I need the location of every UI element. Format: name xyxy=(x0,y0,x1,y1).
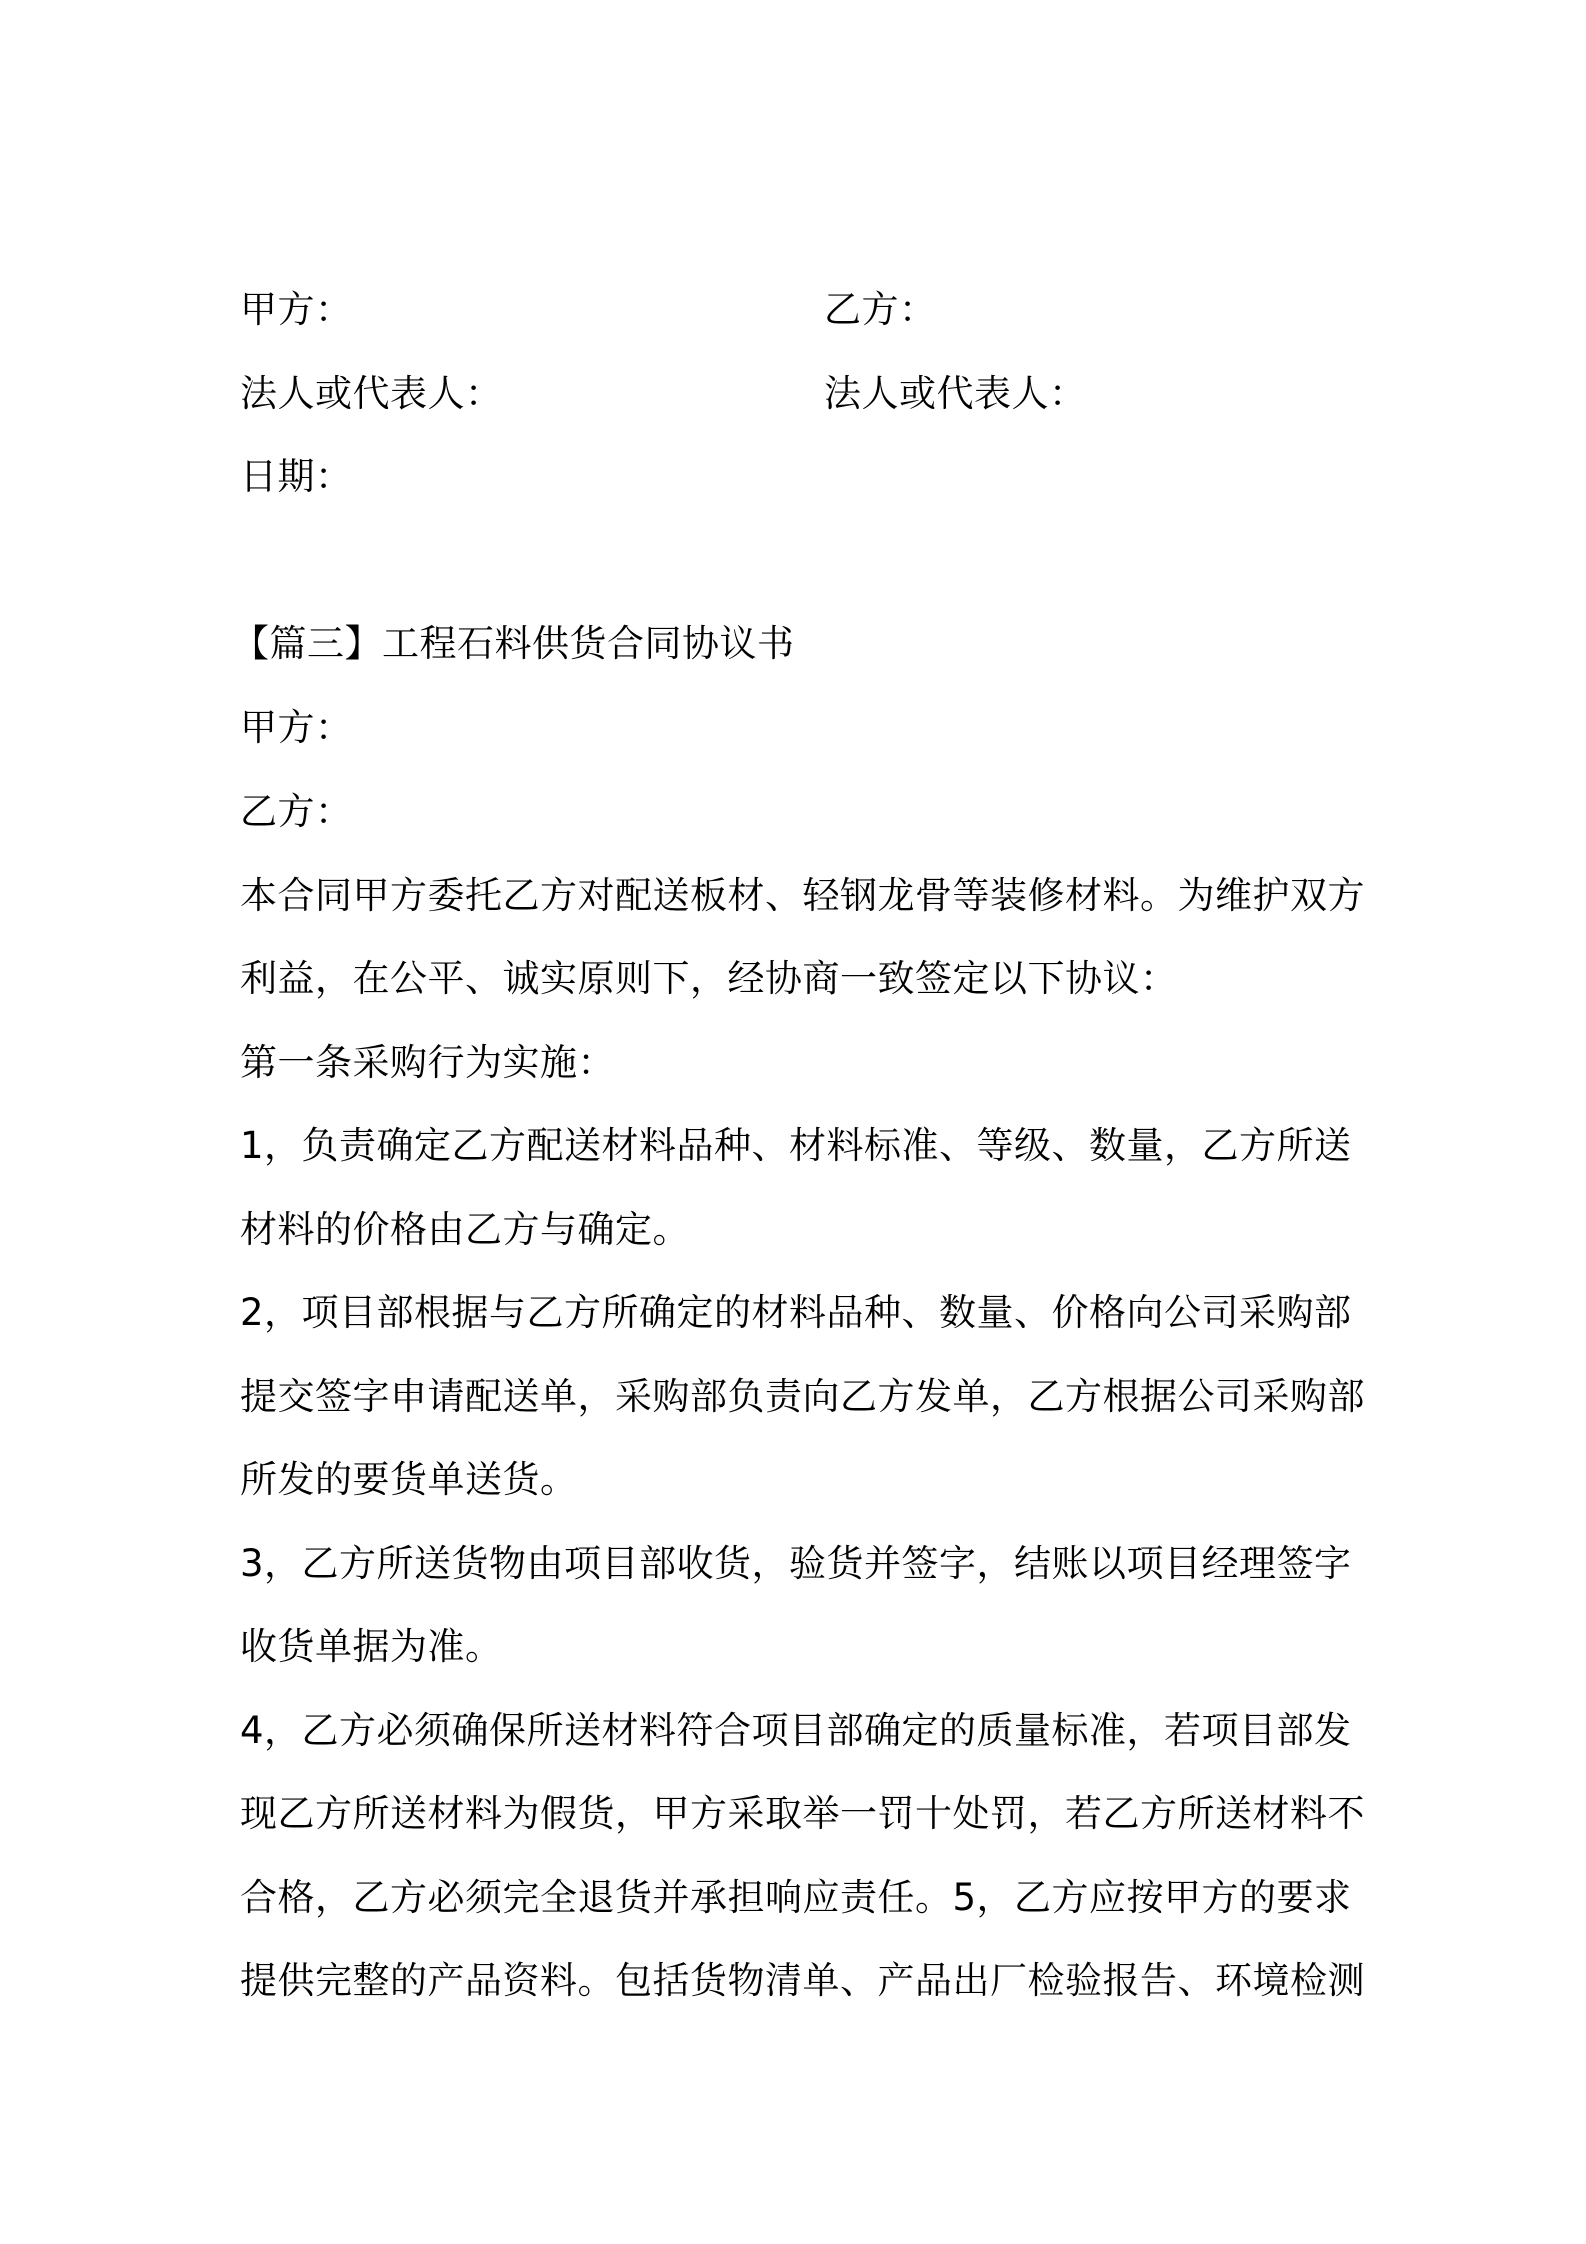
contract-line: 提供完整的产品资料。包括货物清单、产品出厂检验报告、环境检测 xyxy=(240,1959,1365,2002)
signature-party-b-label: 乙方： xyxy=(824,288,937,331)
contract-line: 1，负责确定乙方配送材料品种、材料标准、等级、数量，乙方所送 xyxy=(240,1124,1352,1167)
contract-line: 收货单据为准。 xyxy=(240,1625,503,1668)
contract-line: 2，项目部根据与乙方所确定的材料品种、数量、价格向公司采购部 xyxy=(240,1291,1352,1334)
contract-line: 提交签字申请配送单，采购部负责向乙方发单，乙方根据公司采购部 xyxy=(240,1375,1365,1418)
contract-line: 4，乙方必须确保所送材料符合项目部确定的质量标准，若项目部发 xyxy=(240,1709,1352,1752)
contract-line: 本合同甲方委托乙方对配送板材、轻钢龙骨等装修材料。为维护双方 xyxy=(240,874,1365,917)
contract-party-b: 乙方： xyxy=(240,790,353,833)
contract-line: 合格，乙方必须完全退货并承担响应责任。5，乙方应按甲方的要求 xyxy=(240,1876,1352,1919)
contract-line: 第一条采购行为实施： xyxy=(240,1041,615,1084)
signature-rep-a-label: 法人或代表人： xyxy=(240,372,503,415)
contract-title: 【篇三】工程石料供货合同协议书 xyxy=(232,622,795,665)
contract-line: 材料的价格由乙方与确定。 xyxy=(240,1208,690,1251)
contract-party-a: 甲方： xyxy=(240,706,353,749)
contract-line: 所发的要货单送货。 xyxy=(240,1458,578,1501)
signature-date-label: 日期： xyxy=(240,455,353,498)
contract-line: 利益，在公平、诚实原则下，经协商一致签定以下协议： xyxy=(240,957,1178,1000)
contract-line: 3，乙方所送货物由项目部收货，验货并签字，结账以项目经理签字 xyxy=(240,1542,1352,1585)
contract-line: 现乙方所送材料为假货，甲方采取举一罚十处罚，若乙方所送材料不 xyxy=(240,1792,1365,1835)
signature-party-a-label: 甲方： xyxy=(240,288,353,331)
signature-rep-b-label: 法人或代表人： xyxy=(824,372,1087,415)
